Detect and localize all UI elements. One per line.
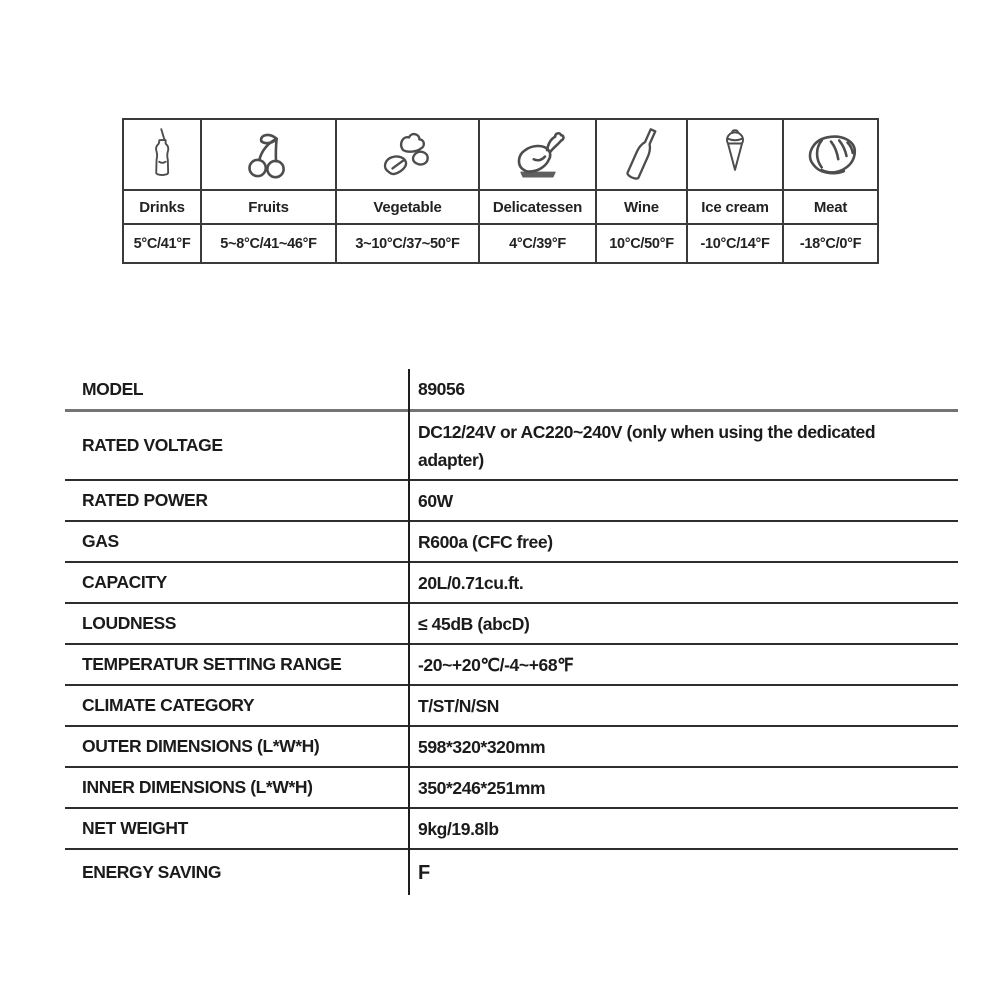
spec-label: MODEL [82, 378, 144, 399]
spec-value: R600a (CFC free) [418, 531, 553, 552]
spec-value: ≤ 45dB (abcD) [418, 613, 530, 634]
specification-table [65, 369, 958, 895]
spec-row [65, 563, 958, 604]
spec-value: T/ST/N/SN [418, 695, 499, 716]
food-category-label: Meat [784, 191, 877, 225]
spec-value: 9kg/19.8lb [418, 818, 499, 839]
spec-row [65, 481, 958, 522]
food-icon-cell [597, 120, 686, 191]
food-category-column [597, 120, 688, 262]
food-category-column [480, 120, 597, 262]
food-category-label: Vegetable [337, 191, 478, 225]
spec-label: CAPACITY [82, 572, 167, 592]
food-category-column [784, 120, 877, 262]
spec-label: INNER DIMENSIONS (L*W*H) [82, 777, 313, 797]
food-category-label: Wine [597, 191, 686, 225]
spec-row [65, 369, 958, 412]
spec-row [65, 645, 958, 686]
spec-value: DC12/24V or AC220~240V (only when using the dedicated adapter) [418, 421, 876, 470]
spec-value: -20~+20℃/-4~+68℉ [418, 654, 574, 675]
spec-value: 350*246*251mm [418, 777, 546, 798]
spec-label: OUTER DIMENSIONS (L*W*H) [82, 736, 320, 756]
food-temperature-value: -10°C/14°F [700, 235, 770, 252]
spec-row [65, 686, 958, 727]
spec-label: RATED VOLTAGE [82, 435, 223, 455]
food-temperature-value: -18°C/0°F [799, 235, 862, 252]
spec-value: 20L/0.71cu.ft. [418, 572, 524, 593]
food-temperature-value: 5°C/41°F [133, 235, 191, 252]
food-icon-cell [480, 120, 595, 191]
spec-row [65, 522, 958, 563]
spec-column-divider [408, 369, 410, 895]
food-category-column [202, 120, 337, 262]
food-category-label: Ice cream [688, 191, 782, 225]
spec-row [65, 604, 958, 645]
food-temperature-value: 10°C/50°F [609, 235, 674, 252]
spec-row [65, 768, 958, 809]
food-category-column [337, 120, 480, 262]
food-icon-cell [202, 120, 335, 191]
spec-label: RATED POWER [82, 490, 208, 510]
spec-row [65, 727, 958, 768]
spec-value: 598*320*320mm [418, 736, 546, 757]
spec-label: GAS [82, 531, 119, 551]
wine-bottle-icon [618, 126, 666, 184]
spec-label: TEMPERATUR SETTING RANGE [82, 654, 342, 674]
spec-row [65, 412, 958, 481]
food-temperature-value: 4°C/39°F [509, 235, 566, 252]
meat-icon [800, 128, 862, 182]
spec-value: F [418, 861, 430, 884]
vegetable-icon [379, 129, 437, 181]
spec-label: LOUDNESS [82, 613, 177, 633]
food-icon-cell [124, 120, 200, 191]
spec-row [65, 809, 958, 850]
cherries-icon [243, 129, 295, 181]
food-category-label: Drinks [124, 191, 200, 225]
food-temperature-value: 5~8°C/41~46°F [220, 235, 317, 252]
food-icon-cell [337, 120, 478, 191]
food-temperature-value: 3~10°C/37~50°F [355, 235, 460, 252]
spec-value: 60W [418, 490, 453, 511]
food-icon-cell [784, 120, 877, 191]
food-icon-cell [688, 120, 782, 191]
spec-value: 89056 [418, 379, 465, 399]
spec-label: ENERGY SAVING [82, 862, 222, 882]
spec-label: NET WEIGHT [82, 818, 188, 838]
food-category-column [124, 120, 202, 262]
bottle-icon [147, 127, 177, 182]
food-temperature-table [122, 118, 879, 264]
food-category-label: Delicatessen [480, 191, 595, 225]
spec-label: CLIMATE CATEGORY [82, 695, 255, 715]
food-category-label: Fruits [202, 191, 335, 225]
spec-row [65, 850, 958, 895]
chicken-icon [508, 129, 568, 181]
food-category-column [688, 120, 784, 262]
ice-cream-icon [718, 127, 752, 183]
